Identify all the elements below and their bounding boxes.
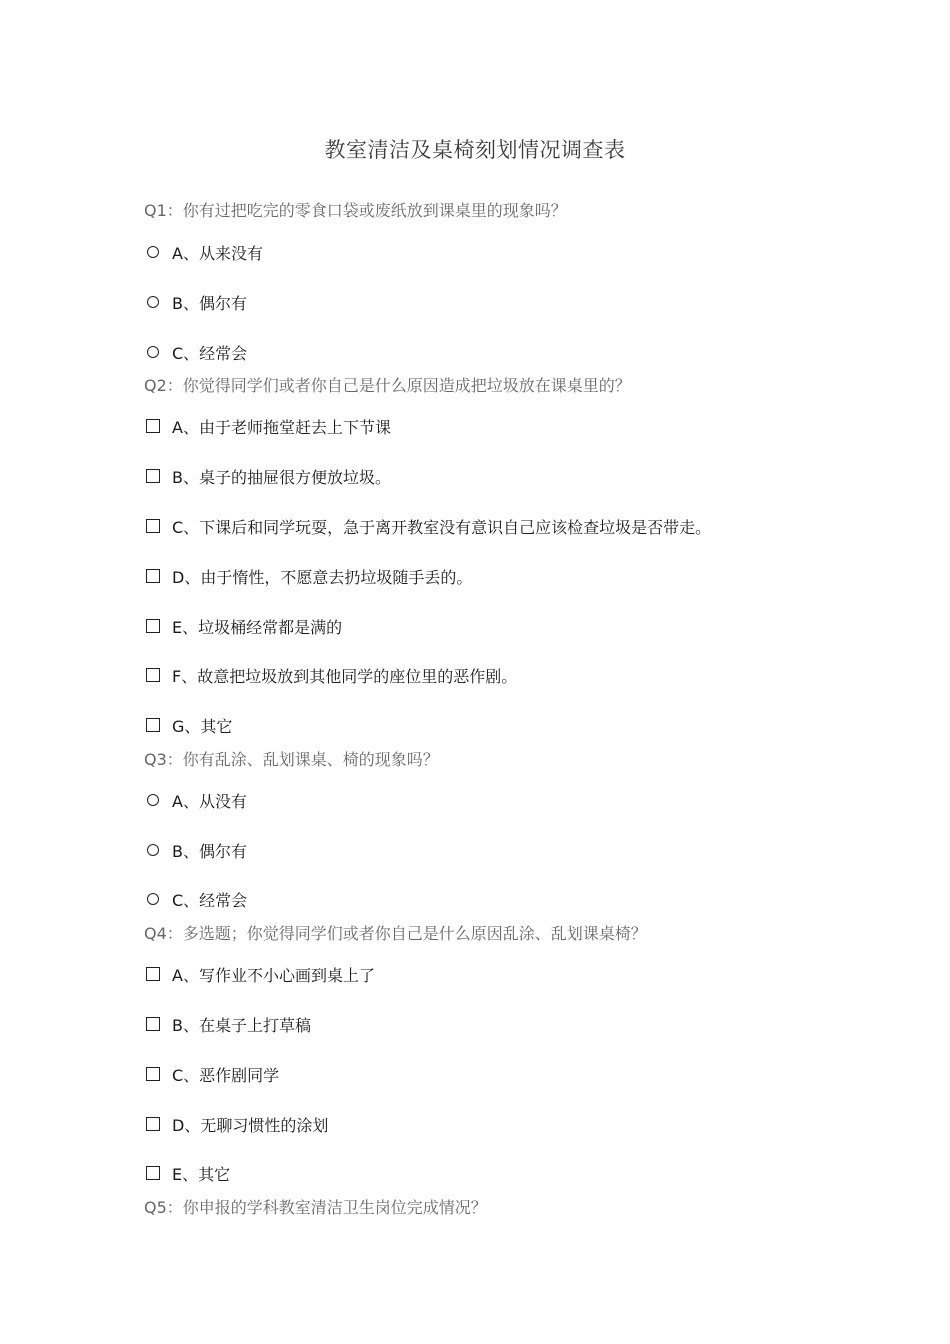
radio-icon[interactable] [147,893,159,905]
option-label: C、经常会 [172,891,248,910]
question-4: Q4：多选题；你觉得同学们或者你自己是什么原因乱涂、乱划课桌椅？ [144,924,647,943]
option-label: A、从没有 [172,792,247,811]
checkbox-icon[interactable] [146,1166,160,1180]
option-label: A、由于老师拖堂赶去上下节课 [172,418,391,437]
radio-icon[interactable] [147,346,159,358]
q2-option-d[interactable] [146,567,472,589]
option-label: E、其它 [172,1165,231,1184]
q2-option-f[interactable] [146,666,517,688]
option-label: C、下课后和同学玩耍，急于离开教室没有意识自己应该检查垃圾是否带走。 [172,518,712,537]
q4-option-c[interactable] [146,1065,279,1087]
checkbox-icon[interactable] [146,469,160,483]
option-label: B、桌子的抽屉很方便放垃圾。 [172,468,391,487]
radio-icon[interactable] [147,296,159,308]
option-label: F、故意把垃圾放到其他同学的座位里的恶作剧。 [172,667,518,686]
page-title: 教室清洁及桌椅刻划情况调查表 [324,138,626,162]
option-label: G、其它 [172,717,233,736]
option-label: B、偶尔有 [172,294,247,313]
q1-option-a[interactable] [146,243,263,265]
option-label: D、由于惰性，不愿意去扔垃圾随手丢的。 [172,568,473,587]
q3-option-b[interactable] [146,841,247,863]
question-5: Q5：你申报的学科教室清洁卫生岗位完成情况？ [144,1198,487,1217]
q4-option-d[interactable] [146,1115,328,1137]
checkbox-icon[interactable] [146,519,160,533]
q4-option-e[interactable] [146,1164,230,1186]
q1-option-c[interactable] [146,343,247,365]
q4-option-a[interactable] [146,965,375,987]
q2-option-a[interactable] [146,417,391,439]
checkbox-icon[interactable] [146,419,160,433]
radio-icon[interactable] [147,794,159,806]
checkbox-icon[interactable] [146,1017,160,1031]
radio-icon[interactable] [147,246,159,258]
question-2: Q2：你觉得同学们或者你自己是什么原因造成把垃圾放在课桌里的？ [144,376,631,395]
q2-option-e[interactable] [146,617,342,639]
checkbox-icon[interactable] [146,1067,160,1081]
question-1: Q1：你有过把吃完的零食口袋或废纸放到课桌里的现象吗？ [144,201,567,220]
option-label: C、恶作剧同学 [172,1066,280,1085]
q1-option-b[interactable] [146,293,247,315]
checkbox-icon[interactable] [146,967,160,981]
q2-option-b[interactable] [146,467,391,489]
option-label: D、无聊习惯性的涂划 [172,1116,329,1135]
question-3: Q3：你有乱涂、乱划课桌、椅的现象吗？ [144,750,439,769]
option-label: A、写作业不小心画到桌上了 [172,966,375,985]
radio-icon[interactable] [147,844,159,856]
q4-option-b[interactable] [146,1015,311,1037]
q3-option-a[interactable] [146,791,247,813]
option-label: A、从来没有 [172,244,263,263]
q2-option-c[interactable] [146,517,711,539]
option-label: E、垃圾桶经常都是满的 [172,618,343,637]
checkbox-icon[interactable] [146,619,160,633]
option-label: B、偶尔有 [172,842,247,861]
checkbox-icon[interactable] [146,718,160,732]
checkbox-icon[interactable] [146,668,160,682]
option-label: C、经常会 [172,344,248,363]
q3-option-c[interactable] [146,890,247,912]
checkbox-icon[interactable] [146,569,160,583]
checkbox-icon[interactable] [146,1117,160,1131]
option-label: B、在桌子上打草稿 [172,1016,311,1035]
q2-option-g[interactable] [146,716,232,738]
